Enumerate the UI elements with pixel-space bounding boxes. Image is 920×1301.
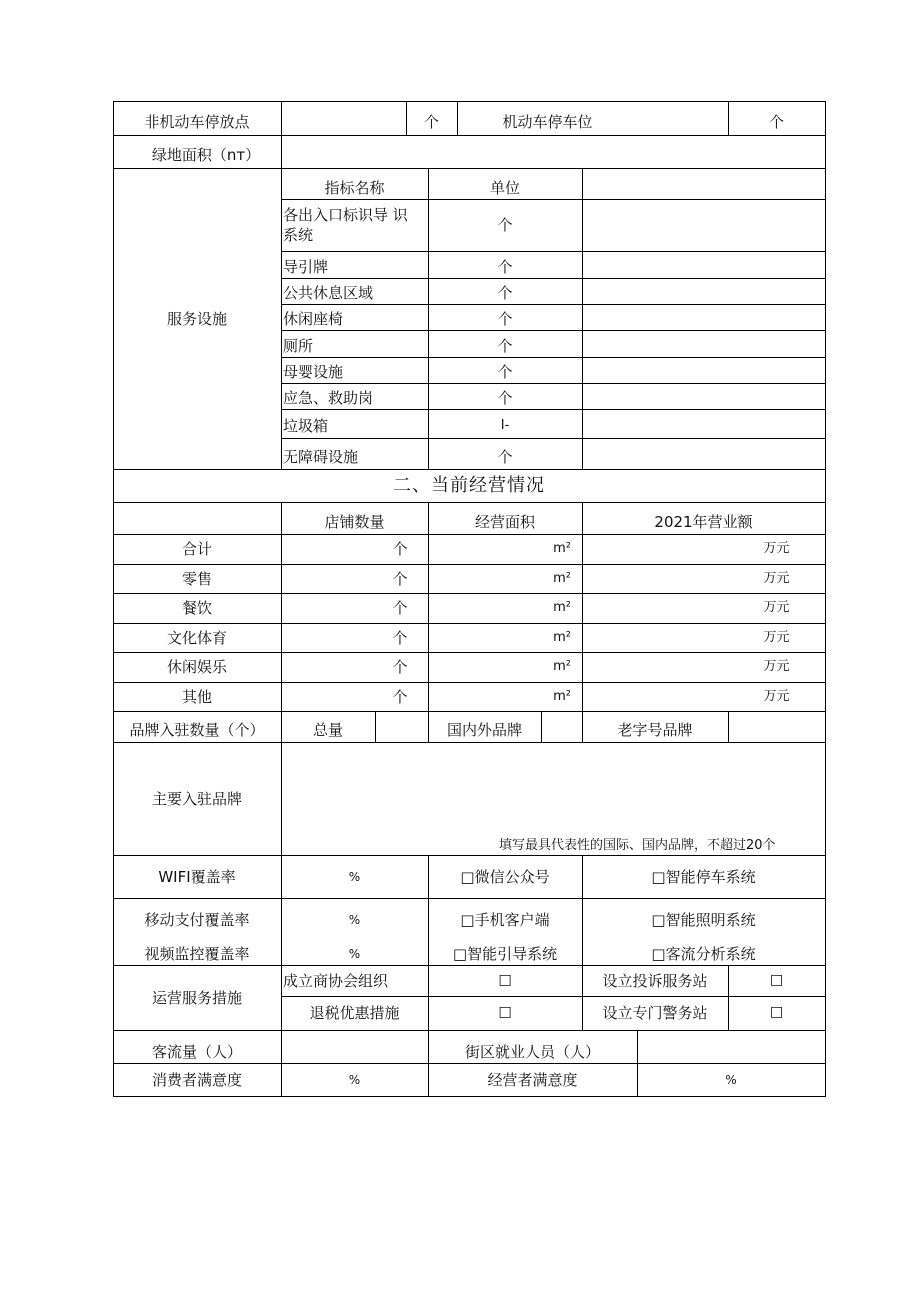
business-row-label: 合计 bbox=[181, 540, 212, 558]
brand-heritage-value[interactable] bbox=[728, 711, 825, 742]
business-row-label: 文化体育 bbox=[166, 628, 227, 647]
complaint-station-label: 设立投诉服务站 bbox=[602, 971, 708, 990]
green-area-label: 绿地面积（nт） bbox=[151, 145, 261, 164]
smart-parking-checkbox[interactable]: □智能停车系统 bbox=[651, 867, 756, 886]
mobile-pay-coverage-unit: % bbox=[348, 913, 361, 927]
business-row-count-unit: 个 bbox=[392, 599, 408, 617]
service-item-unit: 个 bbox=[497, 310, 513, 328]
complaint-station-checkbox[interactable]: ☐ bbox=[769, 971, 784, 990]
smart-lighting-checkbox[interactable]: □智能照明系统 bbox=[651, 911, 756, 929]
business-row-count-value[interactable] bbox=[281, 682, 375, 711]
employees-value[interactable] bbox=[637, 1030, 825, 1063]
service-item-unit: 个 bbox=[497, 447, 513, 466]
business-row-revenue-value[interactable] bbox=[582, 623, 728, 652]
main-brands-label: 主要入驻品牌 bbox=[151, 789, 242, 808]
business-row-area-value[interactable] bbox=[428, 534, 540, 564]
service-item-name: 垃圾箱 bbox=[283, 416, 329, 435]
passenger-traffic-label: 客流量（人） bbox=[151, 1042, 242, 1061]
video-coverage-unit: % bbox=[348, 946, 361, 961]
brand-total-label: 总量 bbox=[312, 720, 343, 739]
passenger-flow-checkbox[interactable]: □客流分析系统 bbox=[651, 944, 756, 963]
business-row-label: 餐饮 bbox=[181, 599, 212, 617]
mobile-client-checkbox[interactable]: □手机客户端 bbox=[460, 911, 550, 929]
business-row-revenue-unit: 万元 bbox=[763, 629, 790, 645]
business-row-revenue-unit: 万元 bbox=[763, 600, 790, 615]
wifi-coverage-unit: % bbox=[348, 869, 361, 884]
tax-refund-label: 退税优惠措施 bbox=[309, 1004, 400, 1022]
consumer-satisfaction-label: 消费者满意度 bbox=[151, 1070, 242, 1089]
business-row-area-value[interactable] bbox=[428, 652, 540, 682]
business-row-revenue-value[interactable] bbox=[582, 593, 728, 623]
parking-row bbox=[113, 101, 825, 135]
brand-heritage-label: 老字号品牌 bbox=[617, 720, 693, 739]
hline bbox=[113, 1096, 826, 1097]
brand-count-label: 品牌入驻数量（个） bbox=[129, 720, 265, 739]
service-item-name-line2: 系统 bbox=[283, 226, 314, 244]
wechat-official-account-checkbox[interactable]: □微信公众号 bbox=[460, 867, 550, 886]
service-item-unit: 个 bbox=[497, 389, 513, 407]
service-item-unit: 个 bbox=[497, 363, 513, 381]
service-facilities-label: 服务设施 bbox=[166, 309, 227, 328]
service-item-unit: 个 bbox=[497, 284, 513, 302]
service-item-unit: 个 bbox=[497, 336, 513, 355]
business-row-area-value[interactable] bbox=[428, 623, 540, 652]
passenger-traffic-value[interactable] bbox=[281, 1030, 428, 1063]
mobile-pay-coverage-label: 移动支付覆盖率 bbox=[144, 911, 250, 929]
service-item-name: 休闲座椅 bbox=[283, 310, 344, 328]
business-row-area-unit: m² bbox=[553, 659, 571, 674]
business-row-area-unit: m² bbox=[553, 688, 571, 704]
smart-guidance-checkbox[interactable]: □智能引导系统 bbox=[452, 944, 558, 963]
brand-total-value[interactable] bbox=[375, 711, 428, 742]
business-row-area-value[interactable] bbox=[428, 593, 540, 623]
non-motor-parking-unit: 个 bbox=[423, 113, 439, 131]
business-row-revenue-value[interactable] bbox=[582, 564, 728, 593]
business-row-area-value[interactable] bbox=[428, 564, 540, 593]
business-row-label: 零售 bbox=[181, 569, 212, 588]
non-motor-parking-value[interactable] bbox=[281, 101, 406, 135]
service-item-name: 导引牌 bbox=[283, 257, 329, 276]
video-coverage-label: 视频监控覆盖率 bbox=[144, 944, 250, 963]
business-row-count-value[interactable] bbox=[281, 652, 375, 682]
motor-parking-unit: 个 bbox=[768, 113, 784, 131]
chamber-label: 成立商协会组织 bbox=[283, 971, 389, 990]
business-row-count-value[interactable] bbox=[281, 593, 375, 623]
business-row-count-value[interactable] bbox=[281, 623, 375, 652]
service-item-name: 公共休息区域 bbox=[283, 284, 374, 302]
business-row-count-unit: 个 bbox=[392, 540, 408, 558]
business-row-revenue-unit: 万元 bbox=[763, 659, 790, 674]
business-row-label: 休闲娱乐 bbox=[166, 658, 227, 676]
service-item-name: 母婴设施 bbox=[283, 363, 344, 381]
motor-parking-label: 机动车停车位 bbox=[502, 113, 593, 131]
business-header-count: 店铺数量 bbox=[324, 513, 385, 531]
business-row-area-unit: m² bbox=[553, 541, 571, 556]
main-brands-note: 填写最具代表性的国际、国内品牌，不超过20个 bbox=[499, 838, 776, 853]
business-row-revenue-value[interactable] bbox=[582, 682, 728, 711]
business-row-count-unit: 个 bbox=[392, 569, 408, 588]
business-row-label: 其他 bbox=[181, 687, 212, 706]
chamber-checkbox[interactable]: ☐ bbox=[498, 971, 512, 990]
consumer-satisfaction-unit: % bbox=[348, 1072, 361, 1087]
business-row-revenue-unit: 万元 bbox=[763, 688, 790, 704]
business-row-area-unit: m² bbox=[553, 629, 571, 645]
operator-satisfaction-unit: % bbox=[725, 1072, 737, 1087]
service-item-unit: I- bbox=[500, 417, 510, 433]
service-header-unit: 单位 bbox=[489, 178, 520, 197]
service-header-name: 指标名称 bbox=[324, 178, 385, 197]
police-station-checkbox[interactable]: ☐ bbox=[769, 1004, 784, 1022]
business-row-revenue-unit: 万元 bbox=[763, 541, 790, 556]
operator-satisfaction-label: 经营者满意度 bbox=[487, 1070, 578, 1089]
business-row-count-value[interactable] bbox=[281, 534, 375, 564]
business-row-count-unit: 个 bbox=[392, 628, 408, 647]
vline bbox=[582, 168, 583, 469]
business-row-revenue-value[interactable] bbox=[582, 652, 728, 682]
brand-domestic-foreign-label: 国内外品牌 bbox=[446, 720, 522, 739]
section-title: 二、当前经营情况 bbox=[393, 474, 545, 496]
business-row-area-unit: m² bbox=[553, 570, 571, 586]
business-row-area-unit: m² bbox=[553, 600, 571, 615]
service-item-unit: 个 bbox=[497, 216, 513, 234]
business-row-count-unit: 个 bbox=[392, 658, 408, 676]
employees-label: 街区就业人员（人） bbox=[464, 1042, 600, 1061]
operation-measures-label: 运营服务措施 bbox=[151, 988, 242, 1007]
green-area-value[interactable] bbox=[281, 135, 825, 168]
business-row-area-value[interactable] bbox=[428, 682, 540, 711]
service-item-name: 无障碍设施 bbox=[283, 447, 359, 466]
service-item-name: 厕所 bbox=[283, 336, 314, 355]
wifi-coverage-label: WIFI覆盖率 bbox=[158, 867, 236, 886]
business-header-area: 经营面积 bbox=[474, 513, 535, 531]
service-item-name-line1: 各出入口标识导 识 bbox=[283, 206, 408, 224]
green-area-row bbox=[113, 135, 825, 168]
tax-refund-checkbox[interactable]: ☐ bbox=[498, 1004, 512, 1022]
business-header-revenue: 2021年营业额 bbox=[654, 513, 753, 531]
police-station-label: 设立专门警务站 bbox=[602, 1004, 708, 1022]
service-item-signage-name bbox=[281, 199, 428, 251]
business-row-count-unit: 个 bbox=[392, 687, 408, 706]
service-item-name: 应急、救助岗 bbox=[283, 389, 374, 407]
business-row-revenue-unit: 万元 bbox=[763, 570, 790, 586]
brand-domestic-foreign-value[interactable] bbox=[541, 711, 582, 742]
non-motor-parking-label: 非机动车停放点 bbox=[144, 113, 250, 131]
business-row-count-value[interactable] bbox=[281, 564, 375, 593]
service-item-unit: 个 bbox=[497, 257, 513, 276]
business-row-revenue-value[interactable] bbox=[582, 534, 728, 564]
